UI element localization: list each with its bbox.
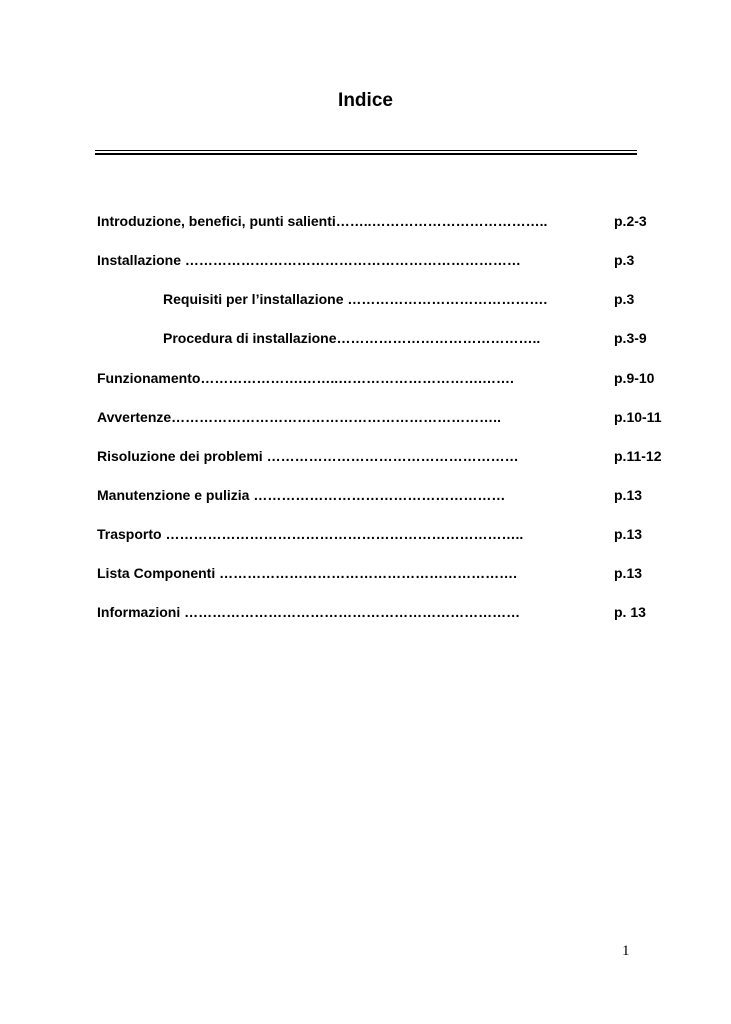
toc-entry-label: Informazioni ……………………………………………………………… [97, 604, 521, 620]
toc-entry-label: Introduzione, benefici, punti salienti……..……………………………….. [97, 213, 548, 229]
toc-entry-page: p.3 [614, 291, 635, 307]
title-divider-bottom [95, 153, 637, 155]
toc-entry-page: p.2-3 [614, 213, 647, 229]
toc-entry-page: p.13 [614, 487, 643, 503]
toc-entry-page: p.10-11 [614, 409, 662, 425]
toc-entry-lista-componenti[interactable] [0, 563, 731, 583]
toc-entry-page: p.11-12 [614, 448, 662, 464]
page-number: 1 [622, 943, 630, 959]
toc-entry-page: p.13 [614, 526, 643, 542]
toc-entry-label: Manutenzione e pulizia ……………………………………………… [97, 487, 506, 503]
toc-entry-label: Procedura di installazione…………………………………….. [163, 330, 541, 346]
toc-entry-label: Installazione ……………………………………………………………… [97, 252, 521, 268]
toc-entry-introduzione[interactable] [0, 211, 731, 231]
toc-entry-label: Avvertenze…………………………………………………………….. [97, 409, 501, 425]
page-title: Indice [338, 90, 393, 111]
toc-entry-page: p.9-10 [614, 370, 655, 386]
toc-entry-label: Lista Componenti ………………………………………………………. [97, 565, 517, 581]
toc-entry-label: Trasporto ………………………………………………………………….. [97, 526, 524, 542]
title-divider-top [95, 150, 637, 151]
toc-entry-installazione[interactable] [0, 250, 731, 270]
toc-entry-avvertenze[interactable] [0, 407, 731, 427]
toc-entry-page: p.13 [614, 565, 643, 581]
toc-entry-procedura[interactable] [0, 328, 731, 348]
toc-entry-informazioni[interactable] [0, 602, 731, 622]
toc-entry-trasporto[interactable] [0, 524, 731, 544]
toc-entry-label: Requisiti per l’installazione ……………………………………. [163, 291, 548, 307]
toc-entry-label: Risoluzione dei problemi ……………………………………………… [97, 448, 519, 464]
toc-entry-manutenzione[interactable] [0, 485, 731, 505]
toc-entry-page: p.3-9 [614, 330, 647, 346]
toc-entry-page: p. 13 [614, 604, 646, 620]
toc-entry-funzionamento[interactable] [0, 368, 731, 388]
toc-entry-label: Funzionamento………………….……..………………………….……. [97, 370, 514, 386]
toc-entry-page: p.3 [614, 252, 635, 268]
toc-entry-requisiti[interactable] [0, 289, 731, 309]
toc-entry-risoluzione[interactable] [0, 446, 731, 466]
